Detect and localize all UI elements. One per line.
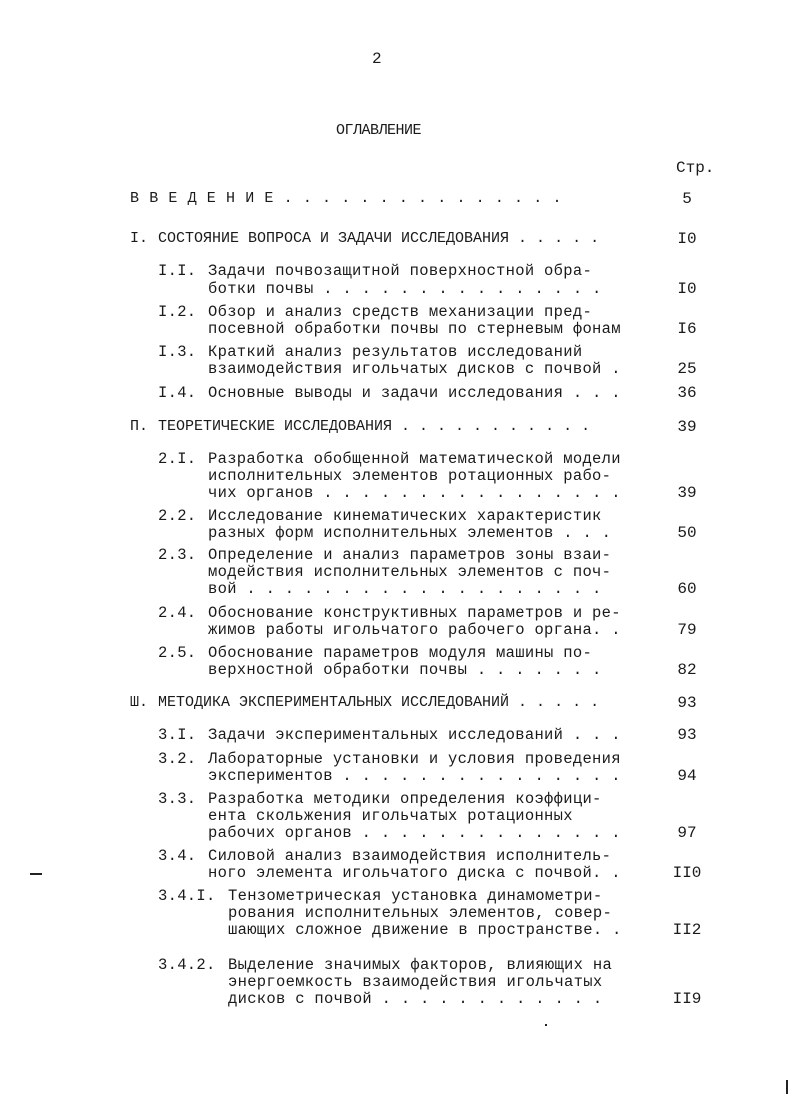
toc-entry-text: разных форм исполнительных элементов . . . xyxy=(208,524,612,542)
toc-entry-number: 3.3. xyxy=(158,790,197,808)
toc-entry-number: 3.4.I. xyxy=(158,887,216,905)
toc-entry-number: Ш. xyxy=(130,694,149,711)
toc-entry-page: 60 xyxy=(677,580,697,598)
toc-entry-text: В В Е Д Е Н И Е . . . . . . . . . . . . . . . xyxy=(130,190,563,207)
toc-entry-number: I. xyxy=(130,230,149,247)
toc-entry-text: шающих сложное движение в пространстве. . xyxy=(228,921,622,939)
toc-entry-number: 3.4.2. xyxy=(158,956,216,974)
toc-entry-text: чих органов . . . . . . . . . . . . . . . . xyxy=(208,484,621,502)
toc-entry-page: 93 xyxy=(677,726,697,744)
toc-entry-text: верхностной обработки почвы . . . . . . . xyxy=(208,661,602,679)
toc-entry-number: 2.4. xyxy=(158,604,197,622)
toc-entry-text: Лабораторные установки и условия проведения xyxy=(208,750,621,768)
toc-entry-text: Разработка методики определения коэффици- xyxy=(208,790,602,808)
toc-entry-text: рабочих органов . . . . . . . . . . . . . . xyxy=(208,824,621,842)
toc-entry-number: 3.I. xyxy=(158,726,197,744)
toc-entry-page: 50 xyxy=(677,524,697,542)
toc-entry-text: жимов работы игольчатого рабочего органа. . xyxy=(208,621,621,639)
toc-entry-text: МЕТОДИКА ЭКСПЕРИМЕНТАЛЬНЫХ ИССЛЕДОВАНИЙ . . . . . xyxy=(158,694,600,711)
toc-entry-page: I6 xyxy=(677,320,697,338)
toc-entry-page: 39 xyxy=(677,418,697,436)
page-title: ОГЛАВЛЕНИЕ xyxy=(336,122,422,139)
toc-entry-page: II0 xyxy=(672,864,702,882)
page-column-label: Стр. xyxy=(676,159,715,177)
edge-mark xyxy=(786,1080,788,1094)
toc-entry-page: 25 xyxy=(677,360,697,378)
toc-entry-page: 39 xyxy=(677,484,697,502)
toc-entry-text: энергоемкость взаимодействия игольчатых xyxy=(228,973,603,991)
toc-entry-text: ТЕОРЕТИЧЕСКИЕ ИССЛЕДОВАНИЯ . . . . . . . . . . . xyxy=(158,418,591,435)
toc-entry-text: СОСТОЯНИЕ ВОПРОСА И ЗАДАЧИ ИССЛЕДОВАНИЯ . . . . . xyxy=(158,230,600,247)
margin-dash xyxy=(30,873,42,875)
toc-entry-text: рования исполнительных элементов, совер- xyxy=(228,904,613,922)
toc-entry-number: 2.2. xyxy=(158,507,197,525)
toc-entry-page: 36 xyxy=(677,384,697,402)
toc-entry-text: Задачи экспериментальных исследований . . . xyxy=(208,726,621,744)
toc-entry-text: модействия исполнительных элементов с поч- xyxy=(208,563,612,581)
toc-entry-number: I.3. xyxy=(158,343,197,361)
toc-entry-text: ента скольжения игольчатых ротационных xyxy=(208,807,573,825)
toc-entry-number: I.I. xyxy=(158,262,197,280)
toc-entry-page: 79 xyxy=(677,621,697,639)
toc-entry-page: I0 xyxy=(677,280,697,298)
toc-entry-text: ботки почвы . . . . . . . . . . . . . . . xyxy=(208,280,602,298)
toc-entry-text: экспериментов . . . . . . . . . . . . . . . xyxy=(208,767,621,785)
toc-entry-text: Обоснование параметров модуля машины по- xyxy=(208,644,593,662)
toc-entry-text: Краткий анализ результатов исследований xyxy=(208,343,583,361)
toc-entry-text: исполнительных элементов ротационных рабо- xyxy=(208,467,612,485)
toc-entry-number: П. xyxy=(130,418,149,435)
toc-entry-page: 97 xyxy=(677,824,697,842)
toc-entry-page: I0 xyxy=(677,230,697,248)
toc-entry-number: I.4. xyxy=(158,384,197,402)
toc-entry-text: взаимодействия игольчатых дисков с почвой . xyxy=(208,360,621,378)
toc-entry-text: Задачи почвозащитной поверхностной обра- xyxy=(208,262,593,280)
toc-entry-page: 94 xyxy=(677,767,697,785)
toc-entry-text: Разработка обобщенной математической модели xyxy=(208,450,621,468)
toc-entry-number: I.2. xyxy=(158,303,197,321)
toc-entry-page: 82 xyxy=(677,661,697,679)
toc-entry-text: Тензометрическая установка динамометри- xyxy=(228,887,603,905)
toc-entry-text: Выделение значимых факторов, влияющих на xyxy=(228,956,613,974)
toc-entry-page: II2 xyxy=(672,921,702,939)
toc-entry-page: 5 xyxy=(682,190,692,208)
toc-entry-number: 2.3. xyxy=(158,546,197,564)
toc-entry-text: посевной обработки почвы по стерневым фонам xyxy=(208,320,621,338)
toc-entry-text: Силовой анализ взаимодействия исполнитель- xyxy=(208,847,612,865)
toc-entry-text: Исследование кинематических характеристик xyxy=(208,507,602,525)
toc-entry-text: вой . . . . . . . . . . . . . . . . . . . xyxy=(208,580,602,598)
toc-entry-text: Основные выводы и задачи исследования . . . xyxy=(208,384,621,402)
toc-entry-text: Обоснование конструктивных параметров и ре- xyxy=(208,604,621,622)
toc-entry-number: 2.5. xyxy=(158,644,197,662)
toc-entry-page: 93 xyxy=(677,694,697,712)
speck-mark xyxy=(545,1024,547,1026)
toc-entry-number: 3.4. xyxy=(158,847,197,865)
toc-entry-text: ного элемента игольчатого диска с почвой. . xyxy=(208,864,621,882)
toc-entry-page: II9 xyxy=(672,990,702,1008)
toc-entry-number: 3.2. xyxy=(158,750,197,768)
toc-entry-text: Обзор и анализ средств механизации пред- xyxy=(208,303,593,321)
toc-entry-text: Определение и анализ параметров зоны взаи- xyxy=(208,546,612,564)
toc-entry-number: 2.I. xyxy=(158,450,197,468)
page-number: 2 xyxy=(372,50,382,68)
toc-entry-text: дисков с почвой . . . . . . . . . . . . xyxy=(228,990,603,1008)
